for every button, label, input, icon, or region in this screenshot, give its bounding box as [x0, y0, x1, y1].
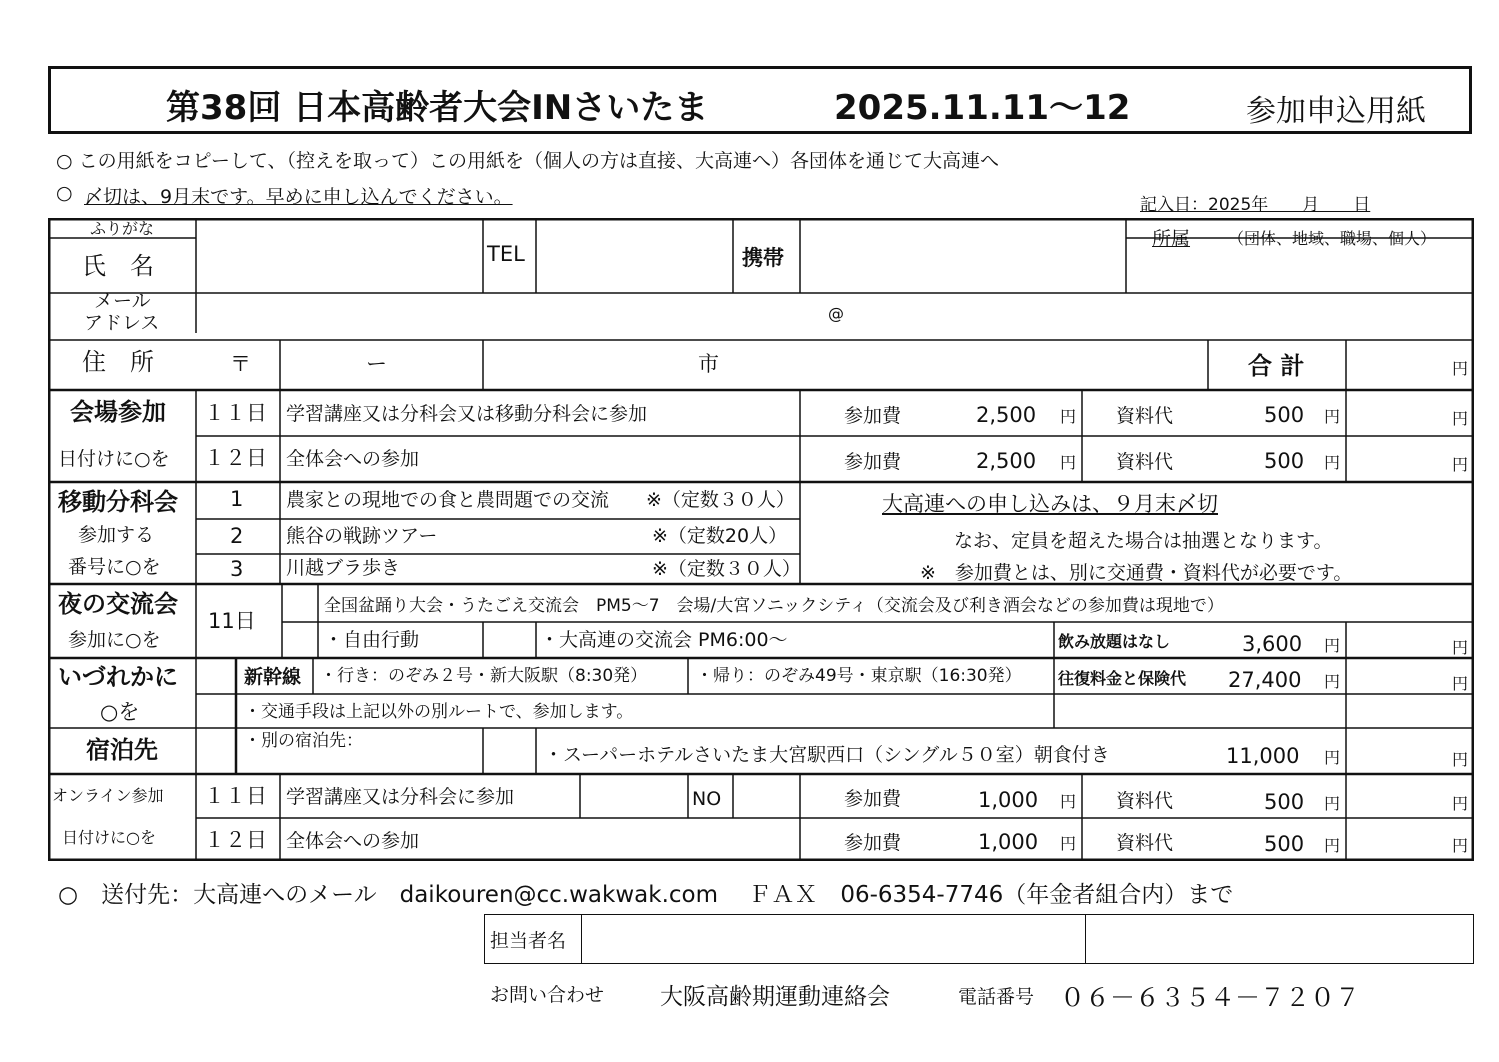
venue-fee-12: 2,500 [976, 449, 1037, 473]
fare-label: 往復料金と保険代 [1058, 669, 1187, 688]
night-label-2: 参加に○を [68, 629, 161, 651]
fare-amount: 27,400 [1228, 668, 1302, 692]
address-label: 住 所 [82, 348, 154, 376]
moving-desc-1: 農家との現地での食と農問題での交流 [286, 489, 610, 511]
venue-desc-12: 全体会への参加 [286, 448, 420, 470]
yen: 円 [1060, 407, 1077, 426]
yen: 円 [1324, 636, 1341, 655]
yen: 円 [1452, 750, 1469, 769]
transport-label: いづれかに [58, 663, 178, 691]
venue-desc-11: 学習講座又は分科会又は移動分科会に参加 [286, 403, 648, 425]
online-mat-label-11: 資料代 [1116, 790, 1174, 812]
online-fee-label-12: 参加費 [844, 832, 902, 854]
train-go: ・行き：のぞみ２号・新大阪駅（8:30発） [320, 666, 648, 686]
venue-mat-label-12: 資料代 [1116, 451, 1174, 473]
moving-num-3: 3 [230, 557, 244, 581]
online-mat-label-12: 資料代 [1116, 832, 1174, 854]
total-yen: 円 [1452, 359, 1469, 378]
shinkansen-label: 新幹線 [244, 666, 302, 688]
affiliation-label: 所属 [1152, 228, 1191, 250]
yen: 円 [1452, 674, 1469, 693]
moving-num-2: 2 [230, 524, 244, 548]
mail-label-2: アドレス [84, 312, 160, 334]
train-back: ・帰り：のぞみ49号・東京駅（16:30発） [696, 666, 1022, 686]
moving-desc-3: 川越ブラ歩き [286, 557, 401, 579]
online-fee-11: 1,000 [978, 788, 1039, 812]
venue-fee-11: 2,500 [976, 403, 1037, 427]
online-day-12: １２日 [204, 828, 267, 852]
copy-instruction: ○ この用紙をコピーして、（控えを取って）この用紙を（個人の方は直接、大高連へ）各団体を通じて大高連へ [56, 150, 999, 172]
yen: 円 [1060, 453, 1077, 472]
lodging-other: ・別の宿泊先： [244, 731, 363, 751]
postal-dash: ー [366, 352, 387, 376]
online-no-label: NO [692, 788, 722, 810]
moving-notice-lottery: なお、定員を超えた場合は抽選となります。 [954, 530, 1333, 552]
yen: 円 [1060, 792, 1077, 811]
night-day: 11日 [208, 609, 256, 633]
yen: 円 [1324, 672, 1341, 691]
venue-day-11: １１日 [204, 401, 267, 425]
moving-notice-fees: ※ 参加費とは、別に交通費・資料代が必要です。 [920, 562, 1353, 584]
phone-number: ０６－６３５４－７２０７ [1060, 983, 1361, 1012]
deadline-note: 〆切は、9月末です。早めに申し込んでください。 [84, 186, 513, 208]
moving-cap-3: ※（定数３０人） [652, 558, 801, 580]
moving-desc-2: 熊谷の戦跡ツアー [286, 525, 438, 547]
furigana-label: ふりがな [90, 219, 155, 238]
lodging-hotel: ・スーパーホテルさいたま大宮駅西口（シングル５０室）朝食付き [544, 744, 1110, 766]
total-label: 合 計 [1248, 352, 1305, 380]
staff-box [484, 914, 1474, 964]
mobile-label: 携帯 [742, 246, 784, 270]
event-dates: 2025.11.11～12 [834, 88, 1131, 128]
online-label: オンライン参加 [52, 786, 164, 805]
venue-label: 会場参加 [70, 398, 166, 426]
moving-label-2: 参加する [78, 524, 155, 546]
name-label: 氏 名 [82, 252, 154, 280]
postal-mark: 〒 [230, 352, 251, 376]
moving-label-3: 番号に○を [68, 556, 161, 578]
moving-notice-deadline: 大高連への申し込みは、９月末〆切 [882, 492, 1218, 516]
venue-mat-11: 500 [1264, 403, 1305, 427]
venue-fee-label-12: 参加費 [844, 451, 902, 473]
venue-day-12: １２日 [204, 446, 267, 470]
night-free: ・自由行動 [324, 629, 420, 651]
venue-mat-12: 500 [1264, 449, 1305, 473]
night-event-2: ・大高連の交流会 PM6:00～ [540, 629, 788, 651]
venue-mat-label-11: 資料代 [1116, 405, 1174, 427]
transport-label-2: ○を [100, 700, 140, 724]
yen: 円 [1324, 836, 1341, 855]
moving-num-1: 1 [230, 487, 244, 511]
night-label: 夜の交流会 [58, 590, 178, 618]
online-fee-12: 1,000 [978, 830, 1039, 854]
lodging-fee: 11,000 [1226, 744, 1300, 768]
yen: 円 [1324, 794, 1341, 813]
online-mat-12: 500 [1264, 832, 1305, 856]
online-day-11: １１日 [204, 784, 267, 808]
application-table [48, 218, 1474, 861]
transport-other: ・交通手段は上記以外の別ルートで、参加します。 [244, 702, 634, 722]
inquiry-label: お問い合わせ [490, 984, 605, 1006]
yen: 円 [1452, 409, 1469, 428]
org-name: 大阪高齢期運動連絡会 [660, 984, 890, 1010]
yen: 円 [1452, 638, 1469, 657]
online-desc-12: 全体会への参加 [286, 830, 420, 852]
online-desc-11: 学習講座又は分科会に参加 [286, 786, 515, 808]
moving-label: 移動分科会 [58, 488, 178, 516]
at-sign: @ [828, 304, 844, 323]
online-fee-label-11: 参加費 [844, 788, 902, 810]
drink-label: 飲み放題はなし [1058, 632, 1171, 651]
lodging-label: 宿泊先 [86, 736, 158, 764]
affiliation-note: （団体、地域、職場、個人） [1228, 229, 1437, 248]
form-name: 参加申込用紙 [1246, 94, 1426, 129]
drink-fee: 3,600 [1242, 632, 1303, 656]
yen: 円 [1452, 836, 1469, 855]
venue-date-label: 日付けに○を [58, 448, 170, 470]
staff-label: 担当者名 [490, 930, 567, 952]
entry-date: 記入日：2025年 月 日 [1140, 195, 1371, 215]
form-title: 第38回 日本高齢者大会INさいたま [166, 88, 709, 128]
moving-cap-1: ※（定数３０人） [646, 489, 795, 511]
tel-label: TEL [487, 242, 525, 266]
city-label: 市 [698, 352, 719, 376]
yen: 円 [1324, 748, 1341, 767]
send-to: ○ 送付先：大高連へのメール daikouren@cc.wakwak.com ＦＡＸ 06-6354-7746（年金者組合内）まで [58, 882, 1234, 908]
deadline-bullet: ○ [56, 182, 73, 204]
venue-fee-label-11: 参加費 [844, 405, 902, 427]
yen: 円 [1452, 455, 1469, 474]
online-mat-11: 500 [1264, 790, 1305, 814]
yen: 円 [1060, 834, 1077, 853]
mail-label-1: メール [94, 290, 151, 312]
yen: 円 [1324, 407, 1341, 426]
night-event-1: 全国盆踊り大会・うたごえ交流会 PM5～7 会場/大宮ソニックシティ（交流会及び利き酒会などの参加費は現地で） [324, 596, 1224, 616]
phone-label: 電話番号 [958, 986, 1035, 1008]
yen: 円 [1452, 794, 1469, 813]
online-date-label: 日付けに○を [62, 828, 156, 847]
yen: 円 [1324, 453, 1341, 472]
moving-cap-2: ※（定数20人） [652, 525, 788, 547]
